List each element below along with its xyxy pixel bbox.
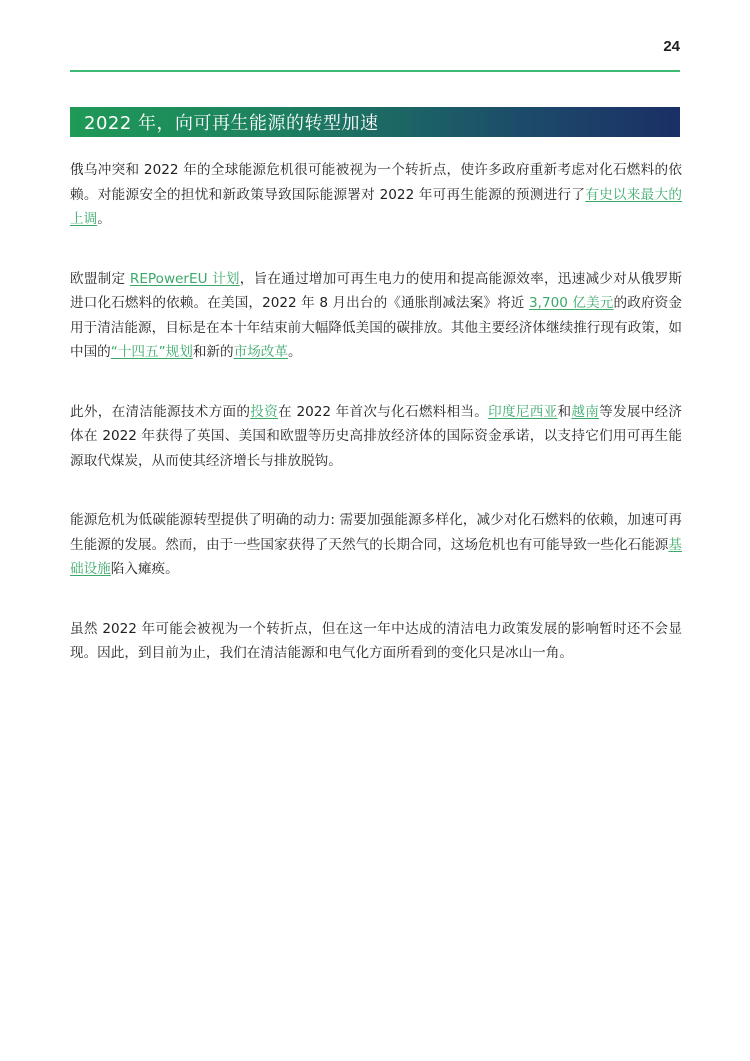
paragraph-text: 。 [97,211,111,227]
paragraph-text: 的政府资金用于清洁能源，目标是在本十年结束前大幅降低美国的碳排放。其他主要经济体继续推行现有政策，如中国的 [70,295,682,360]
link-vietnam[interactable]: 越南 [571,403,600,420]
paragraph-1 [70,158,682,232]
paragraph-text: 在 2022 年首次与化石燃料相当。 [277,403,489,420]
link-infrastructure[interactable]: 基础设施 [70,536,682,577]
paragraph-text: 俄乌冲突和 2022 年的全球能源危机很可能被视为一个转折点，使许多政府重新考虑对化石燃料的依赖。对能源安全的担忧和新政策导致国际能源署对 2022 年可再生能源的预测进行了 [70,162,682,203]
article-body [70,158,682,701]
paragraph-text: 陷入瘫痪。 [110,561,179,577]
paragraph-4 [70,508,682,582]
paragraph-2 [70,267,682,365]
paragraph-5 [70,617,682,666]
page-number: 24 [663,38,680,55]
paragraph-text: 此外，在清洁能源技术方面的 [70,403,251,420]
link-investment[interactable]: 投资 [250,403,278,420]
paragraph-text: 和 [557,403,572,420]
paragraph-text: 欧盟制定 [70,270,130,287]
link-largest-upward-revision[interactable]: 有史以来最大的上调 [70,186,682,227]
link-market-reform[interactable]: 市场改革 [233,344,288,360]
paragraph-text: 。 [288,344,302,360]
link-14th-five-year-plan[interactable]: “十四五”规划 [110,344,193,360]
section-banner [70,107,680,137]
link-370-billion-dollars[interactable]: 3,700 亿美元 [528,295,614,311]
paragraph-text: 和新的 [192,344,234,360]
link-repowereu-plan[interactable]: REPowerEU 计划 [129,270,240,287]
paragraph-text: 虽然 2022 年可能会被视为一个转折点，但在这一年中达成的清洁电力政策发展的影响暂时还不会显现。因此，到目前为止，我们在清洁能源和电气化方面所看到的变化只是冰山一角。 [70,620,682,661]
link-indonesia[interactable]: 印度尼西亚 [488,403,558,420]
paragraph-3 [70,400,682,474]
header-divider [70,70,680,72]
paragraph-text: 等发展中经济体在 2022 年获得了英国、美国和欧盟等历史高排放经济体的国际资金承诺，以支持它们用可再生能源取代煤炭，从而使其经济增长与排放脱钩。 [70,403,683,469]
section-title: 2022 年，向可再生能源的转型加速 [84,113,379,134]
paragraph-text: 能源危机为低碳能源转型提供了明确的动力: 需要加强能源多样化，减少对化石燃料的依赖，加速可再生能源的发展。然而，由于一些国家获得了天然气的长期合同，这场危机也有可能导致一些化石能源 [70,512,682,553]
paragraph-text: ，旨在通过增加可再生电力的使用和提高能源效率，迅速减少对从俄罗斯进口化石燃料的依赖。在美国，2022 年 8 月出台的《通胀削减法案》将近 [70,270,683,311]
